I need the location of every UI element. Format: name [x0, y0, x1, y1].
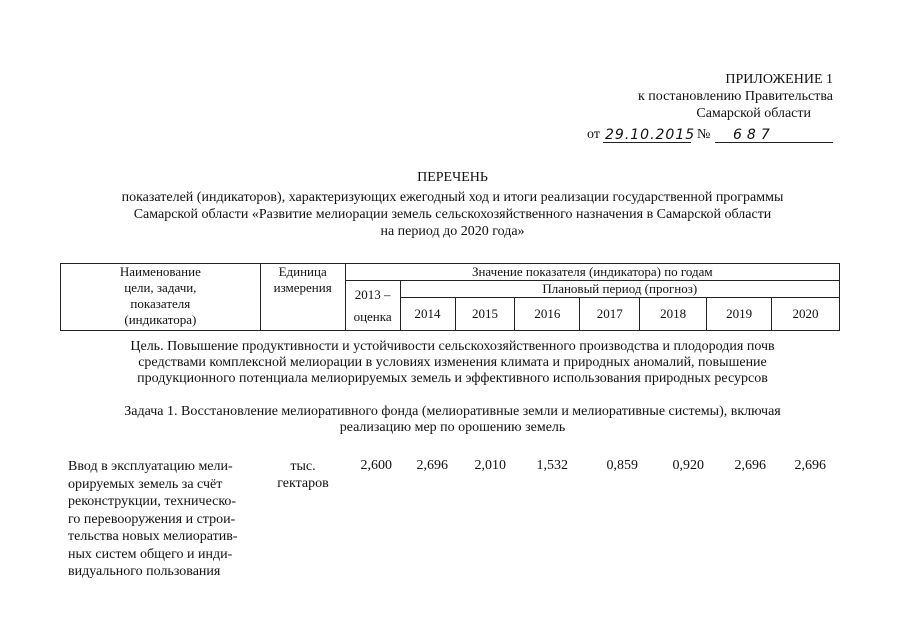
header-year: 2015 [455, 298, 515, 331]
header-year: 2016 [515, 298, 580, 331]
document-subtitle [90, 189, 815, 240]
header-name-cell: Наименование цели, задачи, показателя (индикатора) [61, 264, 261, 331]
indicator-value-2016: 1,532 [536, 458, 568, 473]
appendix-line-3: Самарской области [696, 106, 811, 121]
indicator-value-2020: 2,696 [794, 458, 826, 473]
indicator-table-header [60, 263, 840, 331]
date-prefix: от [587, 127, 600, 142]
subtitle-line: показателей (индикаторов), характеризующих ежегодный ход и итоги реализации государственной программы [121, 190, 784, 205]
header-year: 2019 [707, 298, 772, 331]
goal-line: продукционного потенциала мелиорируемых земель и эффективного использования природных ресурсов [137, 371, 768, 386]
header-year: 2017 [580, 298, 640, 331]
indicator-unit: тыс. гектаров [277, 459, 329, 491]
goal-line: Цель. Повышение продуктивности и устойчивости сельскохозяйственного производства и плодородия почв [130, 339, 775, 354]
document-title: ПЕРЕЧЕНЬ [417, 170, 488, 185]
indicator-value-2018: 0,920 [672, 458, 704, 473]
header-year: 2014 [400, 298, 455, 331]
indicator-value-2014: 2,696 [416, 458, 448, 473]
handwritten-number: 687 [733, 127, 775, 143]
header-year: 2020 [772, 298, 840, 331]
indicator-value-2013: 2,600 [360, 458, 392, 473]
indicator-value-2015: 2,010 [474, 458, 506, 473]
task-line: реализацию мер по орошению земель [339, 420, 566, 435]
subtitle-line: Самарской области «Развитие мелиорации земель сельскохозяйственного назначения в Самарской области [133, 207, 772, 222]
handwritten-date: 29.10.2015 [605, 127, 696, 143]
subtitle-line: на период до 2020 года» [380, 224, 525, 239]
task-text [80, 404, 825, 436]
goal-line: средствами комплексной мелиорации в условиях изменения климата и природных аномалий, повышение [138, 355, 767, 370]
appendix-block [573, 71, 833, 146]
goal-text [85, 339, 820, 387]
header-planned-title: Плановый период (прогноз) [400, 281, 839, 298]
indicator-name: Ввод в эксплуатацию мели- орируемых земель за счёт реконструкции, техническо- го перевооружения и строи- тельства новых мелиоратив- ных систем общего и инди- видуального пользования [68, 459, 238, 579]
header-values-title: Значение показателя (индикатора) по годам [345, 264, 839, 281]
header-unit-cell: Единица измерения [260, 264, 345, 331]
indicator-value-2019: 2,696 [734, 458, 766, 473]
task-line: Задача 1. Восстановление мелиоративного фонда (мелиоративные земли и мелиоративные системы), включая [124, 404, 781, 419]
appendix-date-line [573, 124, 833, 146]
header-year: 2018 [640, 298, 707, 331]
header-estimate-cell: 2013 – оценка [345, 281, 400, 331]
appendix-title: ПРИЛОЖЕНИЕ 1 [725, 72, 833, 87]
indicator-value-2017: 0,859 [606, 458, 638, 473]
appendix-line-2: к постановлению Правительства [637, 89, 833, 104]
number-prefix: № [697, 127, 711, 142]
